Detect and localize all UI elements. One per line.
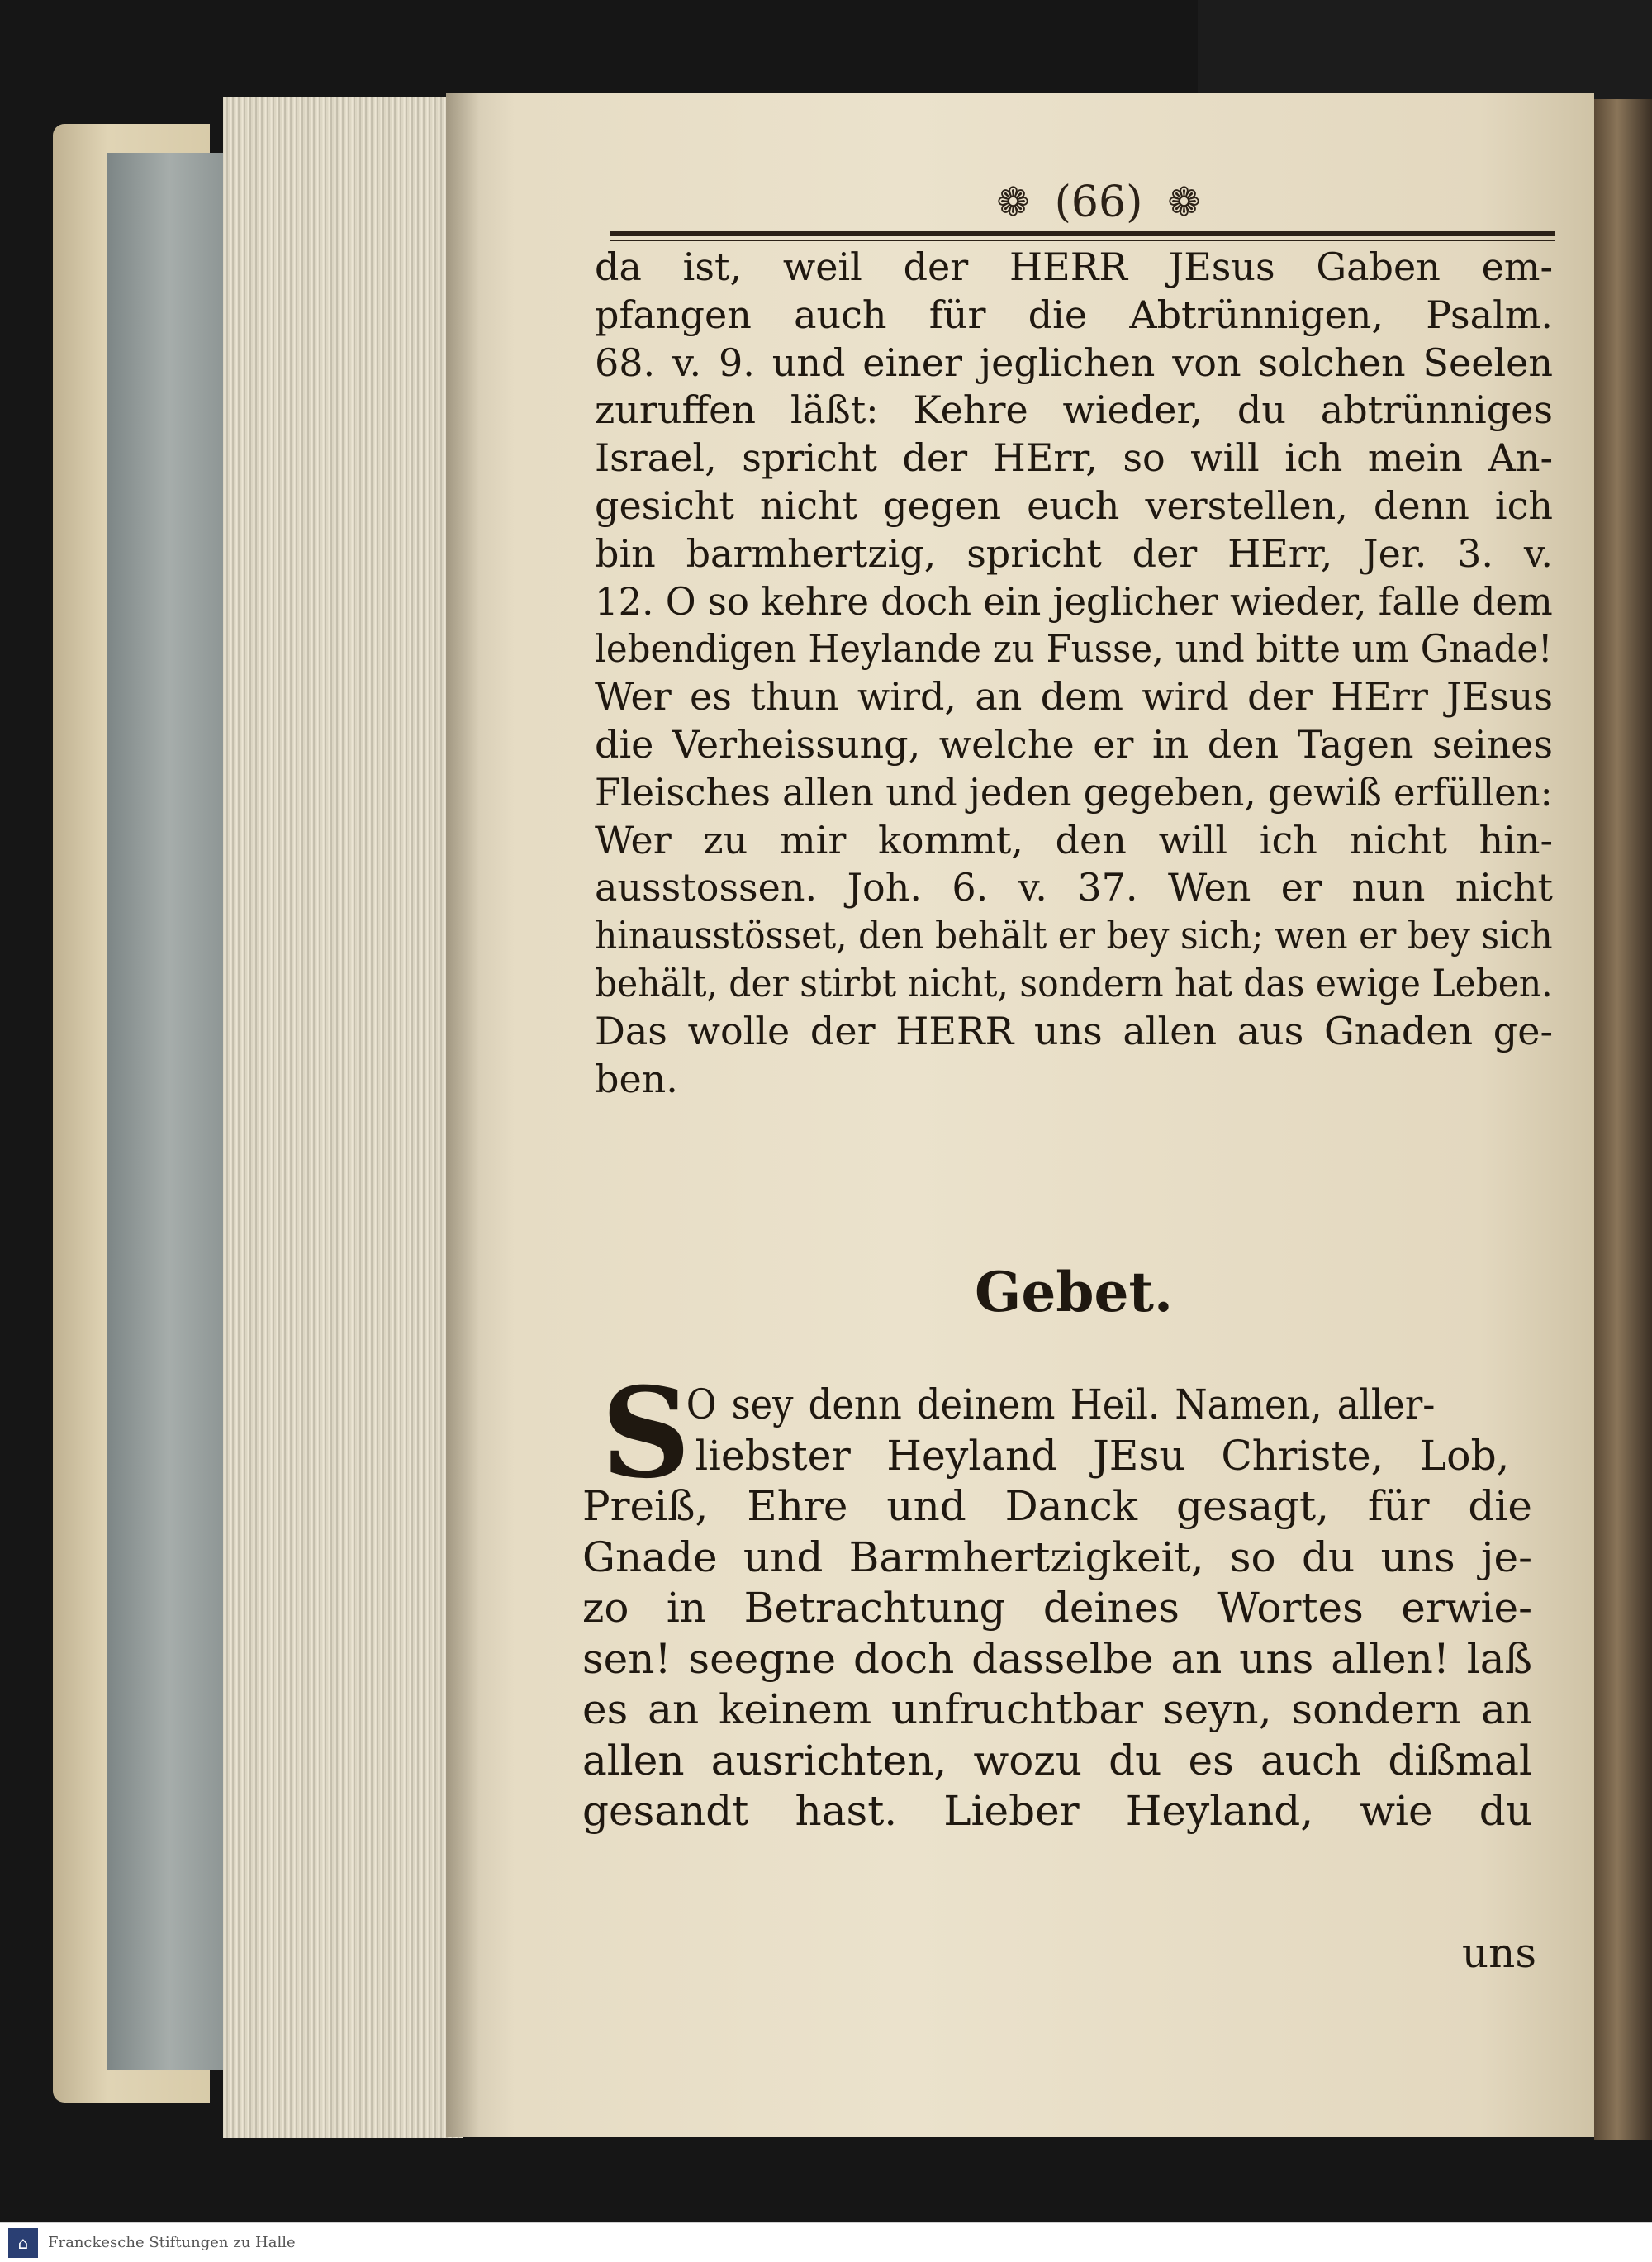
text-line: zo in Betrachtung deines Wortes erwie- — [582, 1584, 1532, 1632]
institution-logo-icon: ⌂ — [8, 2228, 38, 2258]
body-text — [595, 244, 1553, 1103]
text-line: die Verheissung, welche er in den Tagen seines — [595, 721, 1553, 767]
text-line: gesandt hast. Lieber Heyland, wie du — [582, 1787, 1532, 1835]
ornament-left-icon: ❁ — [996, 179, 1030, 226]
text-line: da ist, weil der HERR JEsus Gaben em- — [595, 245, 1553, 289]
header-rule — [610, 231, 1555, 236]
ornament-right-icon: ❁ — [1167, 179, 1201, 226]
text-line: Gnade und Barmhertzigkeit, so du uns je- — [582, 1533, 1532, 1581]
text-line: Wer es thun wird, an dem wird der HErr JEsus — [595, 674, 1553, 720]
text-line: es an keinem unfruchtbar seyn, sondern an — [582, 1685, 1532, 1733]
text-line: allen ausrichten, wozu du es auch dißmal — [582, 1736, 1532, 1784]
prayer-text — [582, 1380, 1532, 1837]
page-stack — [223, 97, 463, 2138]
book-spine-edge — [107, 153, 231, 2070]
page-header — [925, 165, 1272, 240]
page-gutter-shadow — [446, 93, 479, 2137]
text-line: Fleisches allen und jeden gegeben, gewiß erfüllen: — [595, 769, 1553, 815]
text-line: Israel, spricht der HErr, so will ich mein An- — [595, 435, 1553, 481]
text-line: zuruffen läßt: Kehre wieder, du abtrünniges — [595, 387, 1553, 433]
text-line: Das wolle der HERR uns allen aus Gnaden ge- — [595, 1008, 1553, 1053]
drop-cap: S — [601, 1361, 691, 1506]
text-line: sen! seegne doch dasselbe an uns allen! laß — [582, 1634, 1532, 1683]
header-rule-thin — [610, 240, 1555, 241]
text-line: Preiß, Ehre und Danck gesagt, für die — [582, 1482, 1532, 1530]
text-line: 12. O so kehre doch ein jeglicher wieder, falle dem — [595, 578, 1553, 624]
facing-page-edge — [1594, 99, 1652, 2140]
section-heading: Gebet. — [975, 1260, 1173, 1324]
footer-bar — [0, 2222, 1652, 2262]
text-line: 68. v. 9. und einer jeglichen von solchen Seelen — [595, 340, 1553, 385]
catchword: uns — [1461, 1929, 1536, 1977]
footer-institution: Franckesche Stiftungen zu Halle — [48, 2234, 296, 2251]
text-line: bin barmhertzig, spricht der HErr, Jer. 3. v. — [595, 530, 1553, 576]
text-line: gesicht nicht gegen euch verstellen, denn ich — [595, 482, 1553, 528]
text-line: liebster Heyland JEsu Christe, Lob, — [695, 1431, 1510, 1480]
page-number: (66) — [1054, 178, 1143, 227]
text-line: lebendigen Heylande zu Fusse, und bitte um Gnade! — [595, 626, 1553, 672]
text-line: hinausstösset, den behält er bey sich; wen er bey sich — [595, 913, 1553, 958]
text-line: ben. — [595, 1056, 678, 1101]
text-line: O sey denn deinem Heil. Namen, aller- — [686, 1380, 1436, 1428]
text-line: Wer zu mir kommt, den will ich nicht hin- — [595, 817, 1553, 863]
text-line: pfangen auch für die Abtrünnigen, Psalm. — [595, 292, 1553, 337]
text-line: behält, der stirbt nicht, sondern hat das ewige Leben. — [595, 960, 1553, 1005]
text-line: ausstossen. Joh. 6. v. 37. Wen er nun nicht — [595, 865, 1553, 910]
